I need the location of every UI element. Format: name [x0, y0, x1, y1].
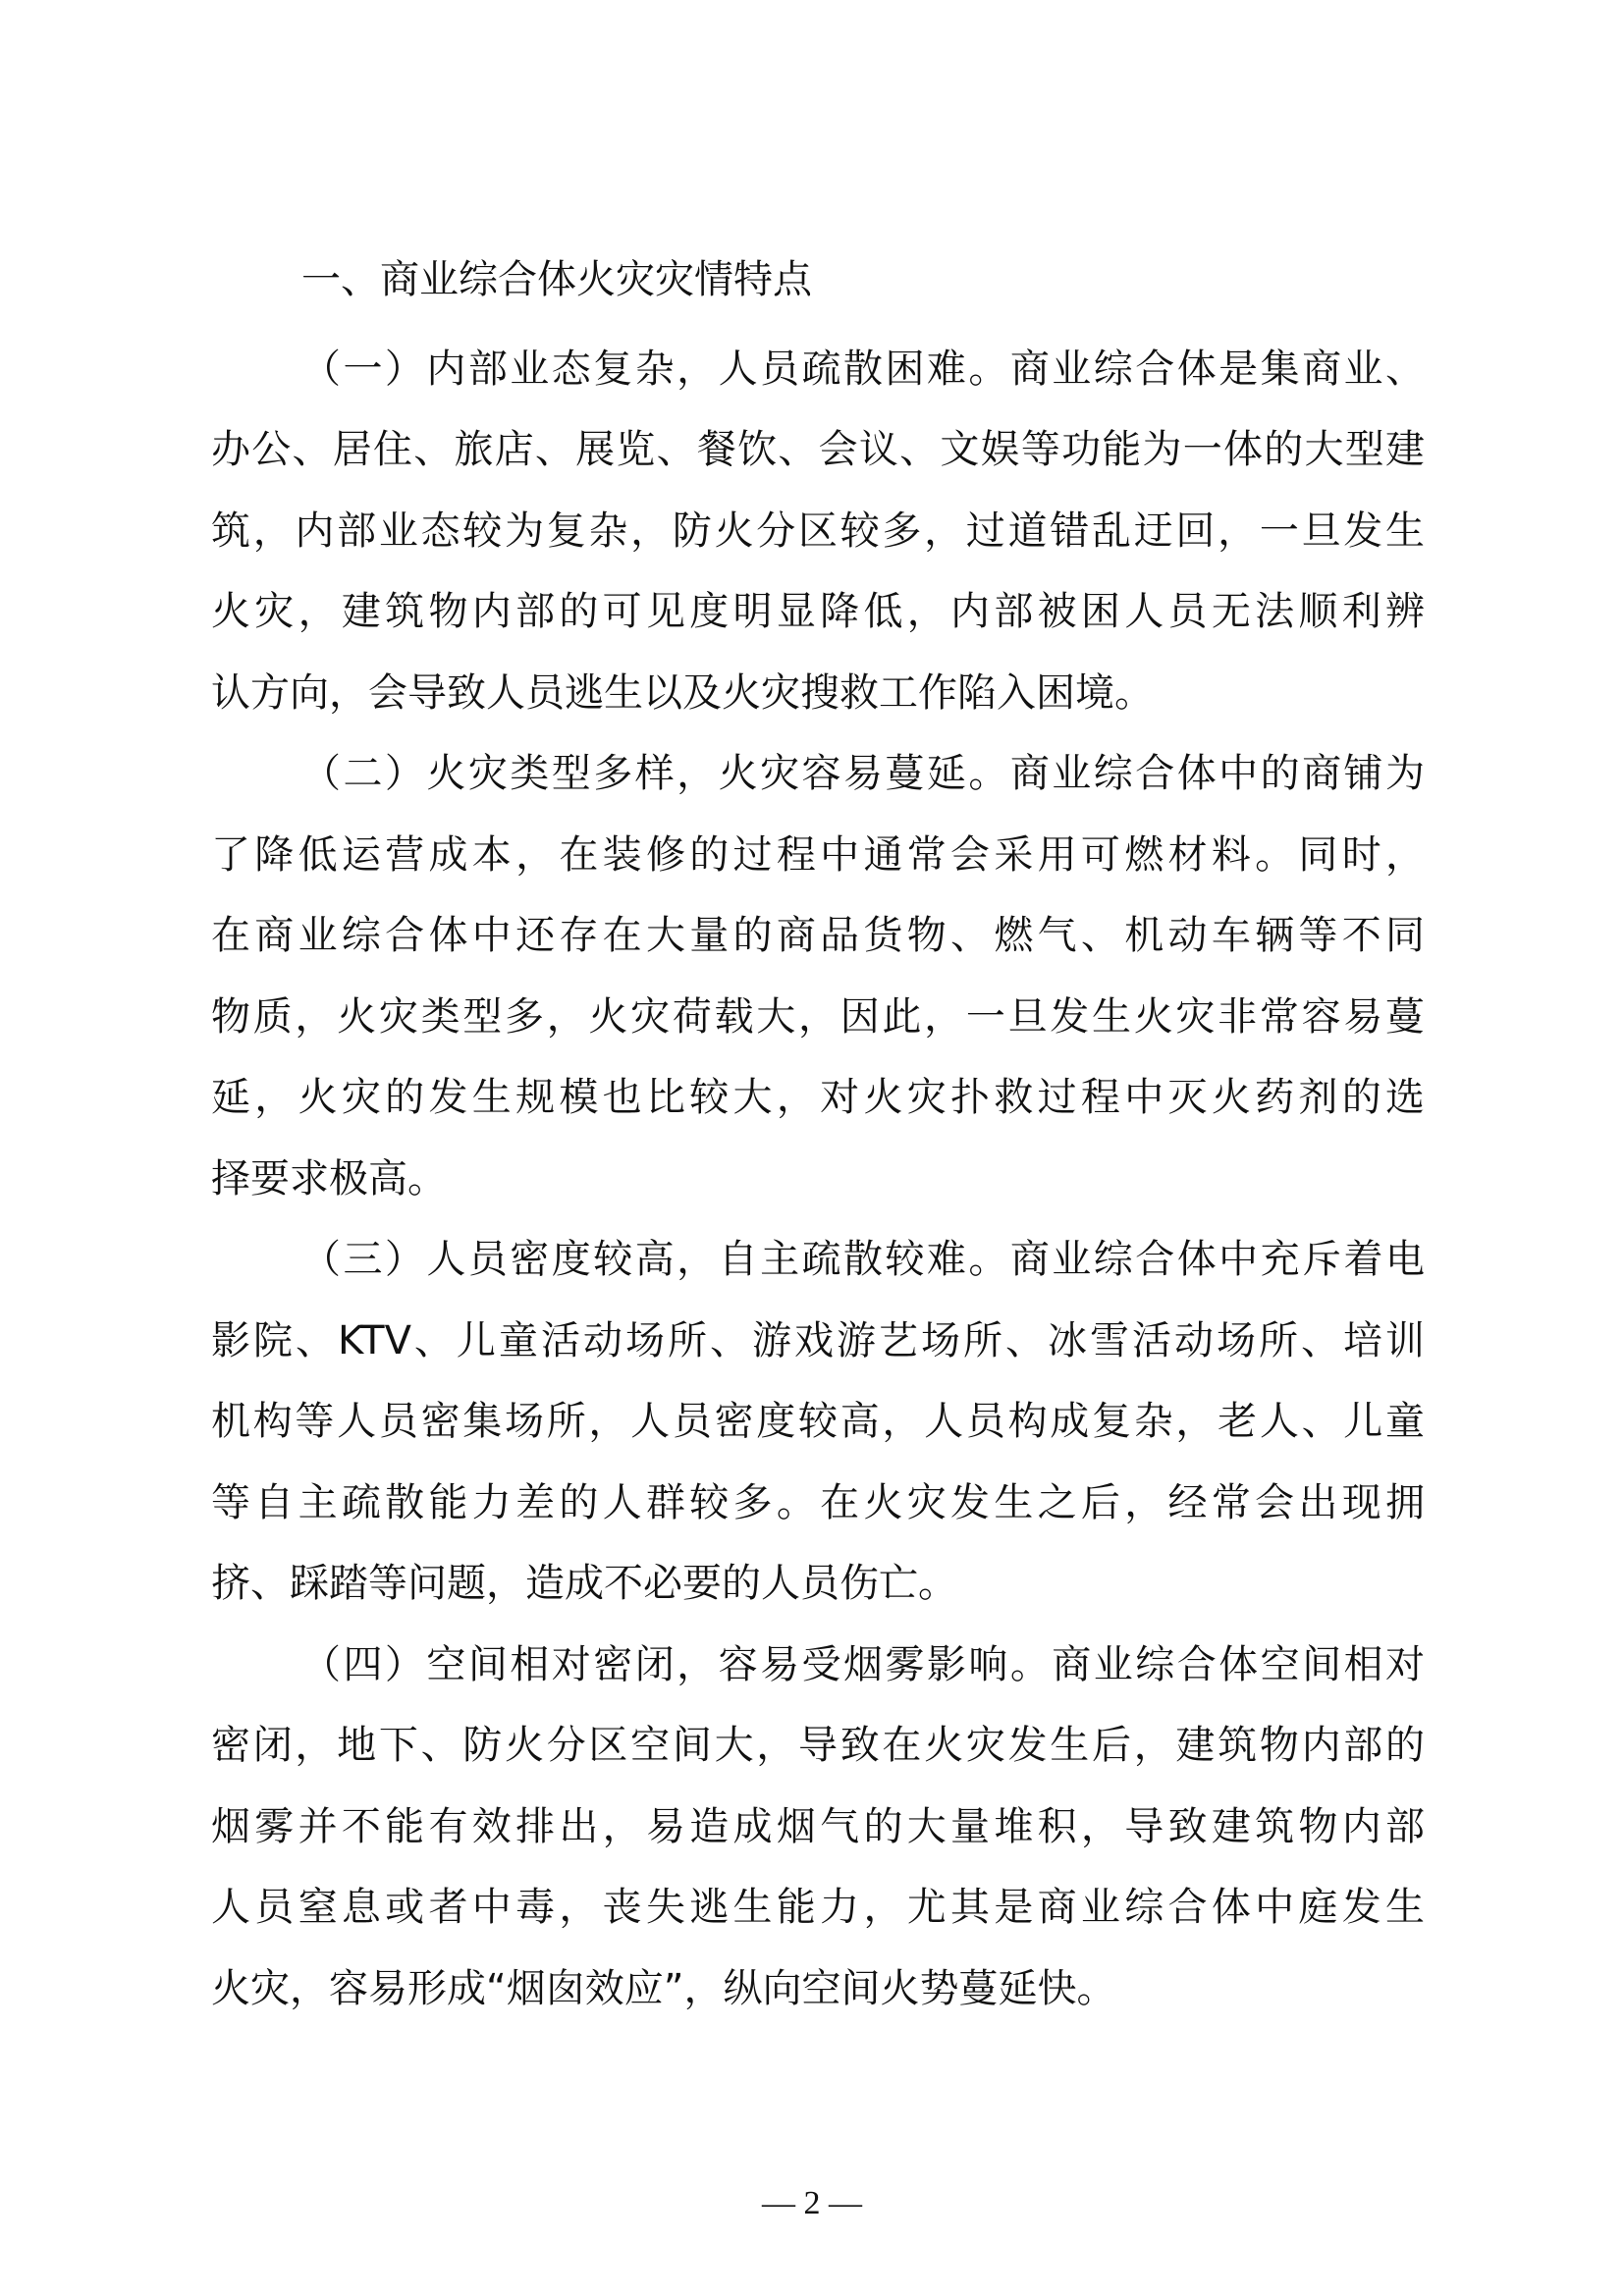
- text-line: （三）人员密度较高，自主疏散较难。商业综合体中充斥着电: [301, 1237, 1425, 1282]
- text-line: 筑，内部业态较为复杂，防火分区较多，过道错乱迂回，一旦发生: [211, 507, 1425, 554]
- paragraph: [211, 1219, 1425, 1625]
- text-line: 挤、踩踏等问题，造成不必要的人员伤亡。: [211, 1561, 957, 1606]
- text-line: 了降低运营成本，在装修的过程中通常会采用可燃材料。同时，: [211, 831, 1425, 878]
- text-line: 择要求极高。: [211, 1155, 447, 1201]
- text-line: 烟雾并不能有效排出，易造成烟气的大量堆积，导致建筑物内部: [211, 1803, 1425, 1849]
- text-line: 影院、KTV、儿童活动场所、游戏游艺场所、冰雪活动场所、培训: [211, 1317, 1425, 1363]
- paragraph: [211, 329, 1425, 734]
- text-line: （二）火灾类型多样，火灾容易蔓延。商业综合体中的商铺为: [301, 751, 1425, 796]
- text-line: 火灾，容易形成“烟囱效应”，纵向空间火势蔓延快。: [211, 1965, 1116, 2011]
- text-line: 在商业综合体中还存在大量的商品货物、燃气、机动车辆等不同: [211, 913, 1425, 958]
- text-line: 认方向，会导致人员逃生以及火灾搜救工作陷入困境。: [211, 669, 1154, 716]
- paragraphs: [211, 329, 1425, 2030]
- text-line: 延，火灾的发生规模也比较大，对火灾扑救过程中灭火药剂的选: [211, 1075, 1425, 1120]
- section-heading: 一、商业综合体火灾灾情特点: [301, 257, 812, 302]
- paragraph: [211, 1625, 1425, 2030]
- paragraph: [211, 733, 1425, 1219]
- text-line: 物质，火灾类型多，火灾荷载大，因此，一旦发生火灾非常容易蔓: [211, 993, 1425, 1040]
- text-line: 人员窒息或者中毒，丧失逃生能力，尤其是商业综合体中庭发生: [211, 1885, 1425, 1930]
- text-line: 等自主疏散能力差的人群较多。在火灾发生之后，经常会出现拥: [211, 1479, 1425, 1525]
- text-line: 火灾，建筑物内部的可见度明显降低，内部被困人员无法顺利辨: [211, 589, 1425, 634]
- text-line: （四）空间相对密闭，容易受烟雾影响。商业综合体空间相对: [301, 1641, 1425, 1687]
- text-line: （一）内部业态复杂，人员疏散困难。商业综合体是集商业、: [301, 346, 1425, 392]
- document-body: [211, 240, 1425, 2029]
- text-line: 办公、居住、旅店、展览、餐饮、会议、文娱等功能为一体的大型建: [211, 427, 1425, 472]
- text-line: 机构等人员密集场所，人员密度较高，人员构成复杂，老人、儿童: [211, 1399, 1425, 1444]
- text-line: 密闭，地下、防火分区空间大，导致在火灾发生后，建筑物内部的: [211, 1723, 1425, 1768]
- page-number: — 2 —: [762, 2185, 862, 2221]
